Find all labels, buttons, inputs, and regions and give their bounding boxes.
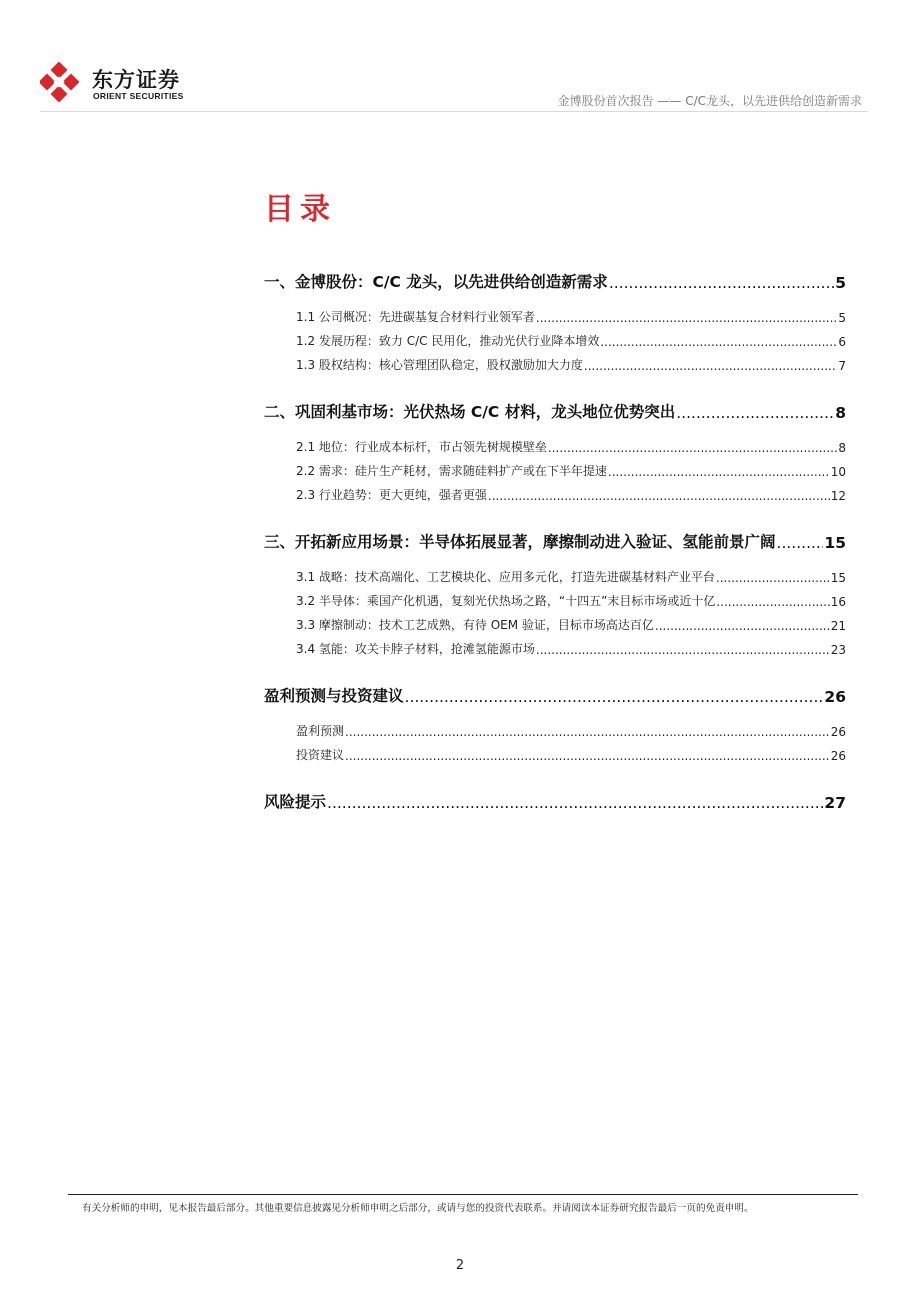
toc-entry-section-3[interactable] [264, 530, 846, 552]
toc-entry-page: 15 [824, 534, 846, 552]
toc-entry-title: 3.3 摩擦制动：技术工艺成熟，有待 OEM 验证，目标市场高达百亿 [296, 618, 654, 632]
toc-leader-dots [608, 465, 830, 479]
toc-entry-title: 3.4 氢能：攻关卡脖子材料，抢滩氢能源市场 [296, 642, 535, 656]
toc-entry-3-2[interactable] [264, 592, 846, 609]
toc-entry-page: 26 [830, 725, 846, 739]
toc-entry-page: 5 [838, 311, 846, 325]
company-logo [40, 62, 210, 106]
toc-entry-title: 3.2 半导体：乘国产化机遇，复刻光伏热场之路，“十四五”末目标市场或近十亿 [296, 594, 716, 608]
toc-entry-page: 6 [838, 335, 846, 349]
toc-entry-section-2[interactable] [264, 400, 846, 422]
toc-leader-dots [609, 274, 834, 292]
toc-leader-dots [548, 441, 837, 455]
toc-entry-page: 26 [830, 749, 846, 763]
toc-entry-title: 风险提示 [264, 793, 327, 811]
toc-entry-title: 1.3 股权结构：核心管理团队稳定，股权激励加大力度 [296, 358, 583, 372]
toc-entry-risk[interactable] [264, 790, 846, 812]
toc-entry-page: 5 [835, 274, 846, 292]
toc-entry-forecast[interactable] [264, 684, 846, 706]
toc-entry-3-4[interactable] [264, 640, 846, 657]
toc-entry-investment-advice[interactable] [264, 746, 846, 763]
toc-entry-page: 15 [830, 571, 846, 585]
toc-entry-title: 1.2 发展历程：致力 C/C 民用化，推动光伏行业降本增效 [296, 334, 600, 348]
toc-leader-dots [600, 335, 837, 349]
toc-entry-profit-forecast[interactable] [264, 722, 846, 739]
page-number: 2 [455, 1258, 465, 1273]
toc-entry-1-2[interactable] [264, 332, 846, 349]
toc-entry-3-3[interactable] [264, 616, 846, 633]
toc-entry-title: 1.1 公司概况：先进碳基复合材料行业领军者 [296, 310, 535, 324]
toc-entry-title: 投资建议 [296, 748, 345, 762]
toc-leader-dots [345, 749, 830, 763]
toc-entry-page: 21 [830, 619, 846, 633]
toc-entry-title: 3.1 战略：技术高端化、工艺模块化、应用多元化，打造先进碳基材料产业平台 [296, 570, 715, 584]
toc-entry-title: 2.3 行业趋势：更大更纯，强者更强 [296, 488, 487, 502]
toc-entry-page: 27 [824, 794, 846, 812]
toc-leader-dots [536, 311, 837, 325]
toc-entry-2-1[interactable] [264, 438, 846, 455]
toc-entry-title: 2.1 地位：行业成本标杆，市占领先树规模壁垒 [296, 440, 547, 454]
footer-divider [68, 1194, 858, 1195]
toc-leader-dots [488, 489, 830, 503]
logo-text-cn: 东方证券 [92, 68, 180, 92]
toc-entry-page: 8 [838, 441, 846, 455]
toc-entry-page: 8 [835, 404, 846, 422]
toc-leader-dots [536, 643, 830, 657]
toc-leader-dots [655, 619, 830, 633]
toc-entry-page: 16 [830, 595, 846, 609]
toc-entry-title: 盈利预测与投资建议 [264, 687, 404, 705]
toc-entry-title: 盈利预测 [296, 724, 345, 738]
toc-entry-3-1[interactable] [264, 568, 846, 585]
toc-entry-page: 10 [830, 465, 846, 479]
toc-entry-title: 2.2 需求：硅片生产耗材，需求随硅料扩产或在下半年提速 [296, 464, 607, 478]
header-divider [40, 111, 868, 112]
toc-entry-title: 三、开拓新应用场景：半导体拓展显著，摩擦制动进入验证、氢能前景广阔 [264, 533, 776, 551]
toc-leader-dots [777, 534, 824, 552]
footer-disclaimer: 有关分析师的申明，见本报告最后部分。其他重要信息披露见分析师申明之后部分，或请与您的投资代表联系。并请阅读本证券研究报告最后一页的免责申明。 [82, 1203, 754, 1214]
toc-leader-dots [405, 688, 824, 706]
toc-entry-2-2[interactable] [264, 462, 846, 479]
toc-entry-1-3[interactable] [264, 356, 846, 373]
toc-entry-page: 26 [824, 688, 846, 706]
toc-leader-dots [327, 794, 823, 812]
toc-entry-page: 7 [838, 359, 846, 373]
toc-leader-dots [676, 404, 834, 422]
toc-heading: 目录 [264, 192, 336, 227]
toc-leader-dots [716, 571, 830, 585]
toc-leader-dots [584, 359, 837, 373]
toc-entry-2-3[interactable] [264, 486, 846, 503]
toc-entry-section-1[interactable] [264, 270, 846, 292]
toc-entry-1-1[interactable] [264, 308, 846, 325]
report-title: 金博股份首次报告 —— C/C龙头，以先进供给创造新需求 [557, 94, 862, 108]
toc-entry-page: 23 [830, 643, 846, 657]
logo-text-en: ORIENT SECURITIES [93, 91, 184, 101]
toc-entry-page: 12 [830, 489, 846, 503]
orient-securities-logo-icon [40, 62, 84, 106]
toc-leader-dots [345, 725, 830, 739]
toc-leader-dots [716, 595, 829, 609]
toc-entry-title: 一、金博股份：C/C 龙头，以先进供给创造新需求 [264, 273, 608, 291]
toc-entry-title: 二、巩固利基市场：光伏热场 C/C 材料，龙头地位优势突出 [264, 403, 676, 421]
